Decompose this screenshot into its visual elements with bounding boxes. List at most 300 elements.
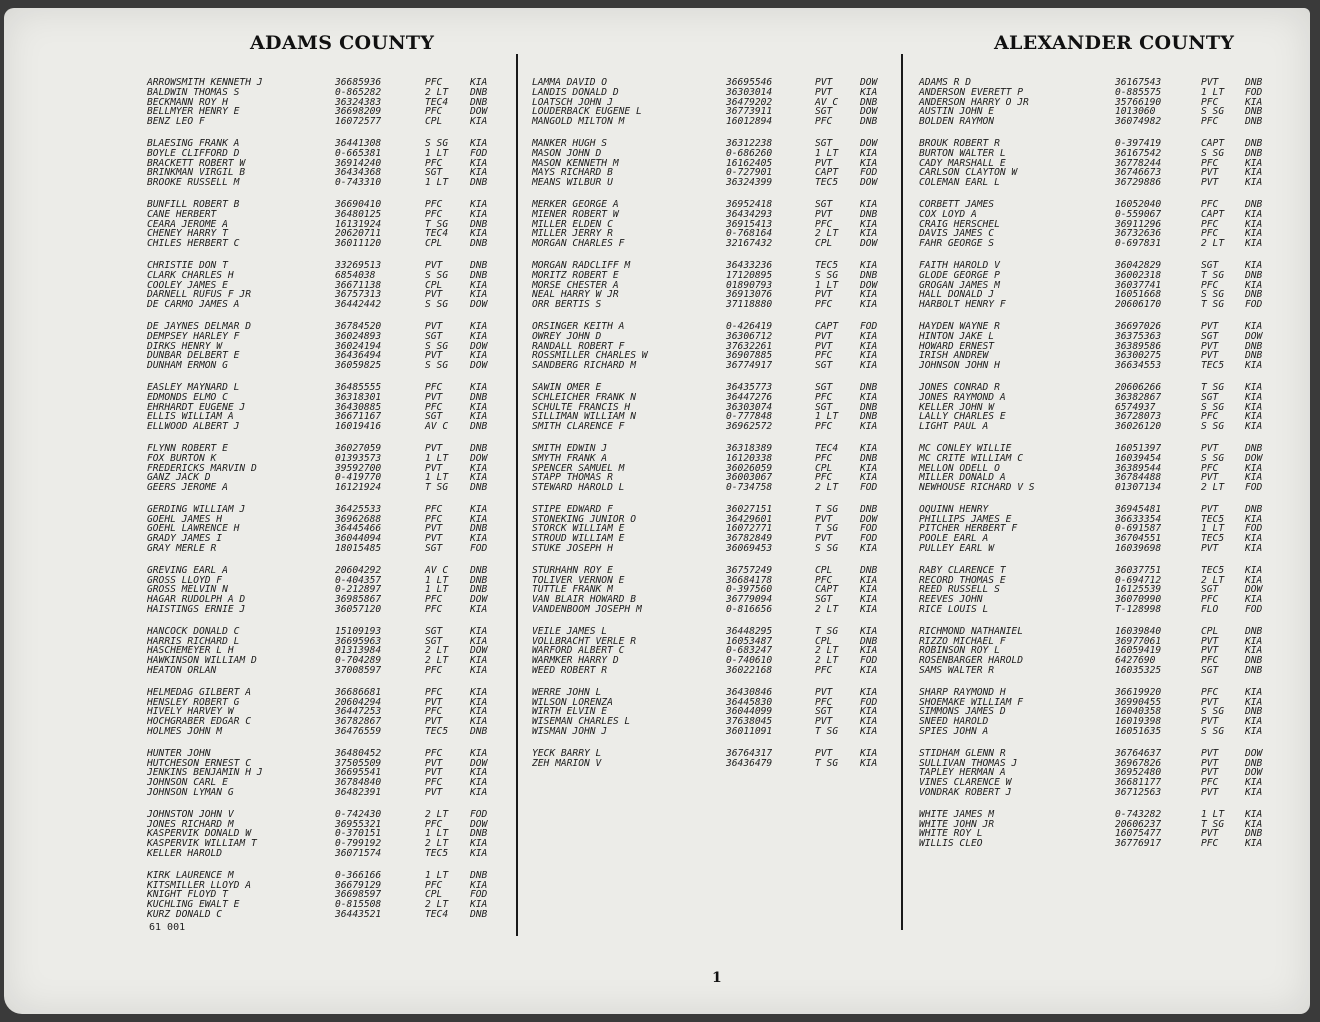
- status: KIA: [860, 198, 878, 210]
- soldier-name: MILLER ELDEN C: [532, 218, 613, 230]
- serial-number: 36482391: [335, 787, 382, 799]
- grade: PFC: [1201, 462, 1219, 474]
- status: DNB: [470, 482, 488, 494]
- soldier-name: MILLER DONALD A: [919, 472, 1006, 484]
- serial-number: 36429601: [726, 513, 773, 525]
- soldier-name: ORSINGER KEITH A: [532, 320, 625, 332]
- grade: 1 LT: [815, 147, 839, 159]
- soldier-name: BRINKMAN VIRGIL B: [147, 167, 246, 179]
- soldier-name: VAN BLAIR HOWARD B: [532, 594, 636, 606]
- serial-number: 0-777848: [726, 411, 773, 423]
- soldier-name: TUTTLE FRANK M: [532, 584, 613, 596]
- soldier-name: GREVING EARL A: [147, 564, 228, 576]
- serial-number: 36044099: [726, 706, 773, 718]
- serial-number: 36434293: [726, 208, 773, 220]
- grade: PFC: [1201, 838, 1219, 850]
- grade: PFC: [1201, 777, 1219, 789]
- serial-number: 36425533: [335, 503, 382, 515]
- grade: PFC: [815, 391, 833, 403]
- grade: PVT: [815, 208, 833, 220]
- soldier-name: GROSS MELVIN N: [147, 584, 228, 596]
- alexander-county-heading: ALEXANDER COUNTY: [994, 32, 1235, 54]
- grade: S SG: [1201, 706, 1225, 718]
- soldier-name: ORR BERTIS S: [532, 299, 602, 311]
- serial-number: 0-397419: [1115, 137, 1162, 149]
- status: KIA: [860, 86, 878, 98]
- soldier-name: CHRISTIE DON T: [147, 259, 228, 271]
- grade: T SG: [815, 625, 839, 637]
- status: DNB: [470, 86, 488, 98]
- status: KIA: [1245, 238, 1263, 250]
- status: KIA: [470, 665, 488, 677]
- serial-number: 0-734758: [726, 482, 773, 494]
- grade: PFC: [815, 116, 833, 128]
- status: KIA: [860, 604, 878, 616]
- status: DNB: [1245, 269, 1263, 281]
- grade: T SG: [815, 757, 839, 769]
- serial-number: 36011091: [726, 726, 773, 738]
- serial-number: 39592700: [335, 462, 382, 474]
- soldier-name: STUKE JOSEPH H: [532, 543, 613, 555]
- grade: PFC: [425, 513, 443, 525]
- serial-number: 0-559067: [1115, 208, 1162, 220]
- status: KIA: [1245, 320, 1263, 332]
- grade: 1 LT: [1201, 523, 1225, 535]
- grade: PFC: [1201, 411, 1219, 423]
- serial-number: 36027151: [726, 503, 773, 515]
- grade: PFC: [425, 106, 443, 118]
- status: KIA: [860, 574, 878, 586]
- grade: CPL: [815, 238, 833, 250]
- grade: PVT: [1201, 757, 1219, 769]
- soldier-name: KASPERVIK DONALD W: [147, 828, 251, 840]
- serial-number: 36782849: [726, 533, 773, 545]
- grade: 1 LT: [425, 472, 449, 484]
- grade: AV C: [815, 96, 839, 108]
- serial-number: 36312238: [726, 137, 773, 149]
- soldier-name: RICHMOND NATHANIEL: [919, 625, 1023, 637]
- serial-number: 37118880: [726, 299, 773, 311]
- grade: TEC5: [815, 259, 839, 271]
- status: KIA: [470, 289, 488, 301]
- status: DNB: [470, 177, 488, 189]
- soldier-name: FLYNN ROBERT E: [147, 442, 228, 454]
- grade: PFC: [425, 604, 443, 616]
- soldier-name: CHILES HERBERT C: [147, 238, 240, 250]
- soldier-name: GRAY MERLE R: [147, 543, 217, 555]
- soldier-name: REED RUSSELL S: [919, 584, 1000, 596]
- grade: SGT: [815, 360, 833, 372]
- status: DOW: [1245, 330, 1263, 342]
- status: KIA: [860, 747, 878, 759]
- soldier-name: CLARK CHARLES H: [147, 269, 234, 281]
- soldier-name: GLODE GEORGE P: [919, 269, 1000, 281]
- serial-number: 36690410: [335, 198, 382, 210]
- grade: T SG: [1201, 269, 1225, 281]
- status: DNB: [1245, 757, 1263, 769]
- grade: T SG: [425, 218, 449, 230]
- status: DOW: [470, 340, 488, 352]
- soldier-name: WIRTH ELVIN E: [532, 706, 608, 718]
- serial-number: 36746673: [1115, 167, 1162, 179]
- soldier-name: STONEKING JUNIOR O: [532, 513, 636, 525]
- soldier-name: PULLEY EARL W: [919, 543, 995, 555]
- status: DNB: [470, 908, 488, 920]
- serial-number: 20606266: [1115, 381, 1162, 393]
- status: KIA: [470, 167, 488, 179]
- soldier-name: GOEHL LAWRENCE H: [147, 523, 240, 535]
- grade: T SG: [815, 523, 839, 535]
- soldier-name: HOWARD ERNEST: [919, 340, 995, 352]
- grade: CPL: [815, 564, 833, 576]
- soldier-name: HIVELY HARVEY W: [147, 706, 234, 718]
- grade: PVT: [425, 787, 443, 799]
- grade: PFC: [815, 665, 833, 677]
- status: DOW: [1245, 584, 1263, 596]
- status: KIA: [470, 503, 488, 515]
- soldier-name: SULLIVAN THOMAS J: [919, 757, 1018, 769]
- grade: PVT: [1201, 472, 1219, 484]
- soldier-name: ANDERSON EVERETT P: [919, 86, 1023, 98]
- status: DNB: [860, 116, 878, 128]
- grade: TEC4: [425, 228, 449, 240]
- serial-number: 0-743310: [335, 177, 382, 189]
- status: KIA: [860, 157, 878, 169]
- status: KIA: [860, 421, 878, 433]
- status: KIA: [470, 198, 488, 210]
- status: KIA: [470, 716, 488, 728]
- soldier-name: BELLMYER HENRY E: [147, 106, 240, 118]
- soldier-name: MORGAN RADCLIFF M: [532, 259, 631, 271]
- soldier-name: LAMMA DAVID O: [532, 77, 608, 88]
- grade: PVT: [815, 747, 833, 759]
- soldier-name: IRISH ANDREW: [919, 350, 989, 362]
- soldier-name: MORSE CHESTER A: [532, 279, 619, 291]
- status: DNB: [470, 391, 488, 403]
- serial-number: 36695963: [335, 635, 382, 647]
- soldier-name: OWREY JOHN D: [532, 330, 602, 342]
- grade: 2 LT: [815, 655, 839, 667]
- soldier-name: SHOEMAKE WILLIAM F: [919, 696, 1023, 708]
- serial-number: 0-799192: [335, 838, 382, 850]
- status: DOW: [470, 299, 488, 311]
- status: KIA: [860, 350, 878, 362]
- status: KIA: [860, 442, 878, 454]
- soldier-name: VEILE JAMES L: [532, 625, 608, 637]
- serial-number: 0-694712: [1115, 574, 1162, 586]
- serial-number: 36447253: [335, 706, 382, 718]
- soldier-name: DAVIS JAMES C: [919, 228, 995, 240]
- status: KIA: [1245, 421, 1263, 433]
- grade: PFC: [425, 503, 443, 515]
- serial-number: 36434368: [335, 167, 382, 179]
- grade: CPL: [815, 635, 833, 647]
- status: KIA: [1245, 594, 1263, 606]
- status: KIA: [860, 665, 878, 677]
- soldier-name: JOHNSON CARL E: [147, 777, 228, 789]
- soldier-name: ROSSMILLER CHARLES W: [532, 350, 648, 362]
- serial-number: 16072577: [335, 116, 382, 128]
- column-divider-right: [901, 54, 903, 930]
- status: DOW: [470, 594, 488, 606]
- soldier-name: MILLER JERRY R: [532, 228, 613, 240]
- grade: PVT: [815, 289, 833, 301]
- soldier-name: MORGAN CHARLES F: [532, 238, 625, 250]
- soldier-name: SANDBERG RICHARD M: [532, 360, 636, 372]
- grade: S SG: [1201, 726, 1225, 738]
- status: DNB: [860, 564, 878, 576]
- status: DNB: [860, 96, 878, 108]
- grade: S SG: [1201, 401, 1225, 413]
- serial-number: 36681177: [1115, 777, 1162, 789]
- grade: 1 LT: [425, 177, 449, 189]
- serial-number: 35766190: [1115, 96, 1162, 108]
- status: DNB: [470, 869, 488, 881]
- status: DNB: [470, 574, 488, 586]
- grade: PFC: [815, 696, 833, 708]
- serial-number: 36167543: [1115, 77, 1162, 88]
- grade: S SG: [1201, 452, 1225, 464]
- soldier-name: HELMEDAG GILBERT A: [147, 686, 251, 698]
- serial-number: 36485555: [335, 381, 382, 393]
- serial-number: 0-865282: [335, 86, 382, 98]
- soldier-name: STAPP THOMAS R: [532, 472, 613, 484]
- soldier-name: JOHNSON JOHN H: [919, 360, 1000, 372]
- status: FOD: [470, 147, 488, 159]
- status: FOD: [860, 655, 878, 667]
- grade: 1 LT: [425, 828, 449, 840]
- status: KIA: [1245, 808, 1263, 820]
- soldier-name: HASCHEMEYER L H: [147, 645, 234, 657]
- status: DNB: [470, 269, 488, 281]
- grade: SGT: [1201, 665, 1219, 677]
- serial-number: 16051668: [1115, 289, 1162, 301]
- status: DNB: [1245, 289, 1263, 301]
- soldier-name: KELLER JOHN W: [919, 401, 995, 413]
- status: FOD: [1245, 523, 1263, 535]
- serial-number: 37638045: [726, 716, 773, 728]
- status: KIA: [1245, 228, 1263, 240]
- grade: 1 LT: [425, 869, 449, 881]
- serial-number: 36915413: [726, 218, 773, 230]
- soldier-name: CARLSON CLAYTON W: [919, 167, 1018, 179]
- serial-number: 36779094: [726, 594, 773, 606]
- serial-number: 36476559: [335, 726, 382, 738]
- status: DNB: [470, 523, 488, 535]
- grade: PVT: [1201, 320, 1219, 332]
- grade: PVT: [425, 391, 443, 403]
- soldier-name: NEAL HARRY W JR: [532, 289, 619, 301]
- serial-number: 36704551: [1115, 533, 1162, 545]
- grade: CPL: [425, 238, 443, 250]
- soldier-name: JONES RICHARD M: [147, 818, 234, 830]
- soldier-name: STIDHAM GLENN R: [919, 747, 1006, 759]
- status: KIA: [470, 777, 488, 789]
- soldier-name: WHITE JAMES M: [919, 808, 995, 820]
- grade: PFC: [425, 594, 443, 606]
- grade: PVT: [1201, 503, 1219, 515]
- serial-number: 36634553: [1115, 360, 1162, 372]
- soldier-name: LOATSCH JOHN J: [532, 96, 613, 108]
- status: KIA: [470, 350, 488, 362]
- status: DNB: [1245, 706, 1263, 718]
- status: FOD: [860, 320, 878, 332]
- status: DNB: [1245, 198, 1263, 210]
- serial-number: 36003067: [726, 472, 773, 484]
- soldier-name: HAISTINGS ERNIE J: [147, 604, 246, 616]
- grade: PVT: [425, 696, 443, 708]
- serial-number: 36685936: [335, 77, 382, 88]
- status: KIA: [470, 848, 488, 859]
- serial-number: 36037751: [1115, 564, 1162, 576]
- status: DNB: [1245, 625, 1263, 637]
- serial-number: 16019416: [335, 421, 382, 433]
- status: KIA: [1245, 777, 1263, 789]
- grade: 1 LT: [425, 574, 449, 586]
- soldier-name: STROUD WILLIAM E: [532, 533, 625, 545]
- soldier-name: DE CARMO JAMES A: [147, 299, 240, 311]
- status: KIA: [1245, 838, 1263, 850]
- grade: TEC5: [1201, 513, 1225, 525]
- soldier-name: COLEMAN EARL L: [919, 177, 1000, 189]
- serial-number: 36448295: [726, 625, 773, 637]
- grade: PFC: [425, 77, 443, 88]
- grade: 2 LT: [425, 808, 449, 820]
- grade: SGT: [815, 594, 833, 606]
- soldier-name: BROOKE RUSSELL M: [147, 177, 240, 189]
- serial-number: 36324383: [335, 96, 382, 108]
- grade: PVT: [425, 523, 443, 535]
- serial-number: 36303074: [726, 401, 773, 413]
- status: KIA: [860, 594, 878, 606]
- status: KIA: [470, 330, 488, 342]
- serial-number: 32167432: [726, 238, 773, 250]
- status: DNB: [1245, 503, 1263, 515]
- grade: PFC: [425, 879, 443, 891]
- soldier-name: MASON JOHN D: [532, 147, 602, 159]
- grade: AV C: [425, 421, 449, 433]
- serial-number: 36671167: [335, 411, 382, 423]
- soldier-name: POOLE EARL A: [919, 533, 989, 545]
- grade: PVT: [1201, 645, 1219, 657]
- status: KIA: [860, 289, 878, 301]
- grade: PFC: [425, 706, 443, 718]
- grade: PVT: [425, 442, 443, 454]
- grade: 2 LT: [1201, 238, 1225, 250]
- status: DOW: [860, 279, 878, 291]
- soldier-name: OQUINN HENRY: [919, 503, 989, 515]
- grade: T SG: [815, 726, 839, 738]
- serial-number: 0-404357: [335, 574, 382, 586]
- status: KIA: [1245, 716, 1263, 728]
- status: KIA: [860, 645, 878, 657]
- soldier-name: SCHULTE FRANCIS H: [532, 401, 631, 413]
- serial-number: 16035325: [1115, 665, 1162, 677]
- serial-number: 0-366166: [335, 869, 382, 881]
- serial-number: 0-816656: [726, 604, 773, 616]
- serial-number: 36952480: [1115, 767, 1162, 779]
- grade: TEC5: [1201, 564, 1225, 576]
- soldier-name: SHARP RAYMOND H: [919, 686, 1006, 698]
- grade: SGT: [425, 167, 443, 179]
- grade: PFC: [815, 218, 833, 230]
- soldier-name: VONDRAK ROBERT J: [919, 787, 1012, 799]
- status: KIA: [860, 757, 878, 769]
- status: KIA: [860, 228, 878, 240]
- status: KIA: [1245, 635, 1263, 647]
- status: KIA: [470, 655, 488, 667]
- grade: CPL: [425, 116, 443, 128]
- soldier-name: ROSENBARGER HAROLD: [919, 655, 1023, 667]
- grade: TEC5: [1201, 360, 1225, 372]
- grade: T SG: [1201, 818, 1225, 830]
- serial-number: 0-665381: [335, 147, 382, 159]
- soldier-name: ARROWSMITH KENNETH J: [147, 77, 263, 88]
- grade: PFC: [1201, 96, 1219, 108]
- soldier-name: VINES CLARENCE W: [919, 777, 1012, 789]
- serial-number: 36911296: [1115, 218, 1162, 230]
- status: KIA: [1245, 462, 1263, 474]
- soldier-name: HUTCHESON ERNEST C: [147, 757, 251, 769]
- serial-number: 36698209: [335, 106, 382, 118]
- status: DNB: [1245, 106, 1263, 118]
- status: KIA: [1245, 726, 1263, 738]
- soldier-name: MAYS RICHARD B: [532, 167, 613, 179]
- grade: 2 LT: [425, 655, 449, 667]
- soldier-name: HEATON ORLAN: [147, 665, 217, 677]
- status: KIA: [470, 747, 488, 759]
- status: FOD: [1245, 482, 1263, 494]
- serial-number: 36728073: [1115, 411, 1162, 423]
- grade: PVT: [425, 320, 443, 332]
- serial-number: 36679129: [335, 879, 382, 891]
- grade: PVT: [1201, 167, 1219, 179]
- serial-number: 36684178: [726, 574, 773, 586]
- grade: SGT: [815, 401, 833, 413]
- serial-number: 36324399: [726, 177, 773, 189]
- serial-number: 15109193: [335, 625, 382, 637]
- serial-number: 0-397560: [726, 584, 773, 596]
- soldier-name: JOHNSON LYMAN G: [147, 787, 234, 799]
- grade: TEC5: [425, 726, 449, 738]
- grade: 1 LT: [425, 147, 449, 159]
- soldier-name: CADY MARSHALL E: [919, 157, 1006, 169]
- serial-number: 16051635: [1115, 726, 1162, 738]
- serial-number: 6574937: [1115, 401, 1156, 413]
- status: KIA: [470, 625, 488, 637]
- soldier-name: ROBINSON ROY L: [919, 645, 1000, 657]
- grade: CPL: [425, 889, 443, 901]
- status: DNB: [1245, 665, 1263, 677]
- grade: PFC: [425, 208, 443, 220]
- soldier-name: HALL DONALD J: [919, 289, 995, 301]
- grade: PVT: [815, 340, 833, 352]
- grade: CAPT: [815, 584, 839, 596]
- soldier-name: SIMMONS JAMES D: [919, 706, 1006, 718]
- serial-number: 0-697831: [1115, 238, 1162, 250]
- grade: 2 LT: [1201, 574, 1225, 586]
- soldier-name: SMITH EDWIN J: [532, 442, 608, 454]
- serial-number: 0-768164: [726, 228, 773, 240]
- status: KIA: [470, 381, 488, 393]
- grade: SGT: [815, 137, 833, 149]
- status: DNB: [470, 218, 488, 230]
- serial-number: 16039454: [1115, 452, 1162, 464]
- soldier-name: HANCOCK DONALD C: [147, 625, 240, 637]
- soldier-name: COX LOYD A: [919, 208, 977, 220]
- soldier-name: STIPE EDWARD F: [532, 503, 613, 515]
- serial-number: 36782867: [335, 716, 382, 728]
